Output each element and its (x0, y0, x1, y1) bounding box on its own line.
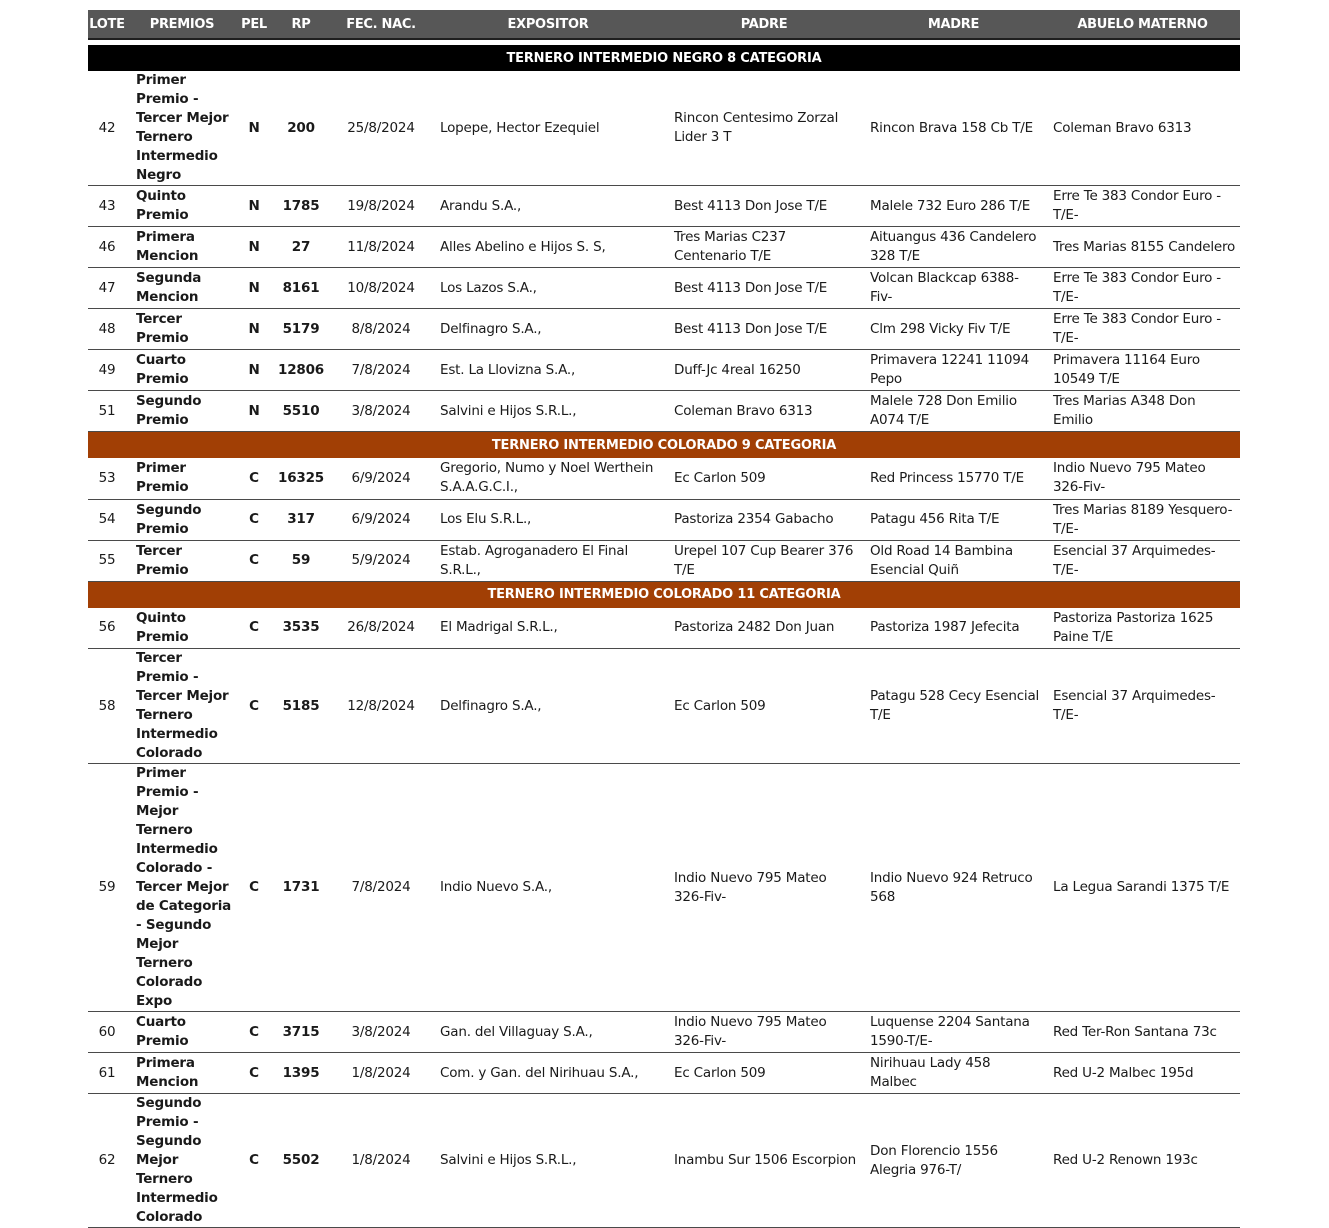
cell-lote: 56 (88, 608, 126, 649)
category-header (88, 581, 1240, 608)
cell-pel: N (238, 186, 270, 227)
cell-rp: 5502 (270, 1094, 332, 1228)
cell-abuelo: Primavera 11164 Euro 10549 T/E (1045, 350, 1240, 391)
cell-pel: N (238, 71, 270, 186)
cell-pel: C (238, 499, 270, 540)
cell-padre: Indio Nuevo 795 Mateo 326-Fiv- (666, 764, 862, 1012)
cell-abuelo: Esencial 37 Arquimedes-T/E- (1045, 540, 1240, 581)
cell-expositor: Indio Nuevo S.A., (430, 764, 666, 1012)
cell-rp: 5179 (270, 309, 332, 350)
table-row (88, 391, 1240, 432)
cell-premio: Primera Mencion (126, 1053, 238, 1094)
cell-fec: 10/8/2024 (332, 268, 430, 309)
cell-abuelo: Tres Marias 8155 Candelero (1045, 227, 1240, 268)
header-lote: LOTE (88, 10, 126, 39)
cell-abuelo: La Legua Sarandi 1375 T/E (1045, 764, 1240, 1012)
cell-fec: 6/9/2024 (332, 458, 430, 499)
category-header (88, 45, 1240, 71)
cell-padre: Pastoriza 2482 Don Juan (666, 608, 862, 649)
cell-rp: 27 (270, 227, 332, 268)
cell-padre: Rincon Centesimo Zorzal Lider 3 T (666, 71, 862, 186)
header-pel: PEL (238, 10, 270, 39)
cell-abuelo: Pastoriza Pastoriza 1625 Paine T/E (1045, 608, 1240, 649)
cell-premio: Tercer Premio (126, 309, 238, 350)
cell-expositor: Salvini e Hijos S.R.L., (430, 391, 666, 432)
cell-rp: 3715 (270, 1012, 332, 1053)
cell-abuelo: Tres Marias A348 Don Emilio (1045, 391, 1240, 432)
cell-abuelo: Erre Te 383 Condor Euro -T/E- (1045, 268, 1240, 309)
cell-pel: C (238, 1012, 270, 1053)
cell-padre: Urepel 107 Cup Bearer 376 T/E (666, 540, 862, 581)
cell-madre: Patagu 528 Cecy Esencial T/E (862, 649, 1045, 764)
table-row (88, 350, 1240, 391)
cell-padre: Pastoriza 2354 Gabacho (666, 499, 862, 540)
cell-abuelo: Erre Te 383 Condor Euro -T/E- (1045, 186, 1240, 227)
cell-rp: 3535 (270, 608, 332, 649)
cell-fec: 26/8/2024 (332, 608, 430, 649)
cell-expositor: Estab. Agroganadero El Final S.R.L., (430, 540, 666, 581)
header-abuelo-materno: ABUELO MATERNO (1045, 10, 1240, 39)
cell-rp: 1731 (270, 764, 332, 1012)
cell-premio: Primer Premio (126, 458, 238, 499)
cell-madre: Rincon Brava 158 Cb T/E (862, 71, 1045, 186)
cell-abuelo: Red U-2 Renown 193c (1045, 1094, 1240, 1228)
cell-padre: Tres Marias C237 Centenario T/E (666, 227, 862, 268)
cell-expositor: Gregorio, Numo y Noel Werthein S.A.A.G.C.I., (430, 458, 666, 499)
header-madre: MADRE (862, 10, 1045, 39)
cell-abuelo: Red U-2 Malbec 195d (1045, 1053, 1240, 1094)
results-table (88, 10, 1240, 1228)
table-body (88, 39, 1240, 1228)
cell-lote: 61 (88, 1053, 126, 1094)
cell-rp: 5510 (270, 391, 332, 432)
cell-lote: 51 (88, 391, 126, 432)
header-premios: PREMIOS (126, 10, 238, 39)
cell-lote: 53 (88, 458, 126, 499)
cell-rp: 5185 (270, 649, 332, 764)
category-header (88, 432, 1240, 459)
cell-expositor: Est. La Llovizna S.A., (430, 350, 666, 391)
cell-pel: C (238, 608, 270, 649)
cell-expositor: Arandu S.A., (430, 186, 666, 227)
cell-expositor: Com. y Gan. del Nirihuau S.A., (430, 1053, 666, 1094)
cell-premio: Quinto Premio (126, 608, 238, 649)
table-row (88, 1053, 1240, 1094)
cell-pel: C (238, 1094, 270, 1228)
cell-rp: 1395 (270, 1053, 332, 1094)
category-title: TERNERO INTERMEDIO NEGRO 8 CATEGORIA (88, 45, 1240, 71)
cell-expositor: Delfinagro S.A., (430, 309, 666, 350)
cell-premio: Primer Premio - Tercer Mejor Ternero Intermedio Negro (126, 71, 238, 186)
table-row (88, 186, 1240, 227)
cell-premio: Cuarto Premio (126, 350, 238, 391)
cell-madre: Malele 728 Don Emilio A074 T/E (862, 391, 1045, 432)
cell-premio: Segundo Premio - Segundo Mejor Ternero Intermedio Colorado (126, 1094, 238, 1228)
cell-madre: Pastoriza 1987 Jefecita (862, 608, 1045, 649)
cell-fec: 11/8/2024 (332, 227, 430, 268)
cell-abuelo: Indio Nuevo 795 Mateo 326-Fiv- (1045, 458, 1240, 499)
table-row (88, 268, 1240, 309)
cell-padre: Ec Carlon 509 (666, 1053, 862, 1094)
cell-padre: Duff-Jc 4real 16250 (666, 350, 862, 391)
cell-expositor: Alles Abelino e Hijos S. S, (430, 227, 666, 268)
cell-madre: Primavera 12241 11094 Pepo (862, 350, 1045, 391)
cell-premio: Primer Premio - Mejor Ternero Intermedio Colorado - Tercer Mejor de Categoria - Segundo Mejor Ternero Colorado Expo (126, 764, 238, 1012)
cell-rp: 8161 (270, 268, 332, 309)
cell-madre: Red Princess 15770 T/E (862, 458, 1045, 499)
category-title: TERNERO INTERMEDIO COLORADO 9 CATEGORIA (88, 432, 1240, 459)
cell-expositor: Gan. del Villaguay S.A., (430, 1012, 666, 1053)
cell-abuelo: Esencial 37 Arquimedes-T/E- (1045, 649, 1240, 764)
cell-pel: N (238, 227, 270, 268)
cell-padre: Inambu Sur 1506 Escorpion (666, 1094, 862, 1228)
cell-fec: 7/8/2024 (332, 350, 430, 391)
table-row (88, 1012, 1240, 1053)
cell-lote: 58 (88, 649, 126, 764)
table-row (88, 227, 1240, 268)
cell-pel: N (238, 309, 270, 350)
cell-abuelo: Red Ter-Ron Santana 73c (1045, 1012, 1240, 1053)
cell-pel: N (238, 391, 270, 432)
cell-premio: Tercer Premio - Tercer Mejor Ternero Intermedio Colorado (126, 649, 238, 764)
cell-padre: Best 4113 Don Jose T/E (666, 186, 862, 227)
table-row (88, 499, 1240, 540)
cell-madre: Aituangus 436 Candelero 328 T/E (862, 227, 1045, 268)
cell-madre: Nirihuau Lady 458 Malbec (862, 1053, 1045, 1094)
cell-premio: Segundo Premio (126, 391, 238, 432)
cell-padre: Coleman Bravo 6313 (666, 391, 862, 432)
cell-lote: 62 (88, 1094, 126, 1228)
cell-abuelo: Tres Marias 8189 Yesquero-T/E- (1045, 499, 1240, 540)
cell-abuelo: Erre Te 383 Condor Euro -T/E- (1045, 309, 1240, 350)
cell-madre: Volcan Blackcap 6388-Fiv- (862, 268, 1045, 309)
table-row (88, 1094, 1240, 1228)
cell-madre: Patagu 456 Rita T/E (862, 499, 1045, 540)
cell-fec: 19/8/2024 (332, 186, 430, 227)
cell-lote: 59 (88, 764, 126, 1012)
cell-padre: Ec Carlon 509 (666, 649, 862, 764)
cell-premio: Tercer Premio (126, 540, 238, 581)
cell-rp: 1785 (270, 186, 332, 227)
cell-pel: C (238, 649, 270, 764)
cell-expositor: Los Lazos S.A., (430, 268, 666, 309)
cell-abuelo: Coleman Bravo 6313 (1045, 71, 1240, 186)
cell-fec: 5/9/2024 (332, 540, 430, 581)
cell-padre: Best 4113 Don Jose T/E (666, 268, 862, 309)
cell-fec: 25/8/2024 (332, 71, 430, 186)
cell-pel: N (238, 350, 270, 391)
cell-lote: 46 (88, 227, 126, 268)
table-row (88, 458, 1240, 499)
cell-pel: C (238, 764, 270, 1012)
cell-lote: 47 (88, 268, 126, 309)
cell-padre: Best 4113 Don Jose T/E (666, 309, 862, 350)
cell-premio: Segunda Mencion (126, 268, 238, 309)
results-table-container (88, 10, 1240, 1228)
cell-pel: C (238, 458, 270, 499)
cell-madre: Malele 732 Euro 286 T/E (862, 186, 1045, 227)
cell-fec: 7/8/2024 (332, 764, 430, 1012)
cell-pel: N (238, 268, 270, 309)
table-row (88, 540, 1240, 581)
cell-padre: Indio Nuevo 795 Mateo 326-Fiv- (666, 1012, 862, 1053)
cell-expositor: Salvini e Hijos S.R.L., (430, 1094, 666, 1228)
cell-rp: 200 (270, 71, 332, 186)
cell-expositor: El Madrigal S.R.L., (430, 608, 666, 649)
table-row (88, 764, 1240, 1012)
cell-rp: 59 (270, 540, 332, 581)
cell-expositor: Delfinagro S.A., (430, 649, 666, 764)
cell-madre: Clm 298 Vicky Fiv T/E (862, 309, 1045, 350)
header-rp: RP (270, 10, 332, 39)
cell-lote: 49 (88, 350, 126, 391)
cell-lote: 55 (88, 540, 126, 581)
table-row (88, 309, 1240, 350)
table-row (88, 71, 1240, 186)
cell-lote: 60 (88, 1012, 126, 1053)
table-row (88, 649, 1240, 764)
cell-premio: Cuarto Premio (126, 1012, 238, 1053)
header-expositor: EXPOSITOR (430, 10, 666, 39)
cell-expositor: Los Elu S.R.L., (430, 499, 666, 540)
cell-premio: Segundo Premio (126, 499, 238, 540)
cell-premio: Quinto Premio (126, 186, 238, 227)
cell-fec: 6/9/2024 (332, 499, 430, 540)
cell-rp: 16325 (270, 458, 332, 499)
cell-lote: 43 (88, 186, 126, 227)
cell-fec: 1/8/2024 (332, 1053, 430, 1094)
table-row (88, 608, 1240, 649)
cell-padre: Ec Carlon 509 (666, 458, 862, 499)
cell-fec: 12/8/2024 (332, 649, 430, 764)
cell-lote: 42 (88, 71, 126, 186)
cell-fec: 3/8/2024 (332, 391, 430, 432)
cell-pel: C (238, 540, 270, 581)
cell-fec: 3/8/2024 (332, 1012, 430, 1053)
cell-premio: Primera Mencion (126, 227, 238, 268)
cell-rp: 12806 (270, 350, 332, 391)
cell-fec: 1/8/2024 (332, 1094, 430, 1228)
header-padre: PADRE (666, 10, 862, 39)
cell-madre: Luquense 2204 Santana 1590-T/E- (862, 1012, 1045, 1053)
cell-madre: Don Florencio 1556 Alegria 976-T/ (862, 1094, 1045, 1228)
cell-expositor: Lopepe, Hector Ezequiel (430, 71, 666, 186)
header-fec-nac: FEC. NAC. (332, 10, 430, 39)
cell-pel: C (238, 1053, 270, 1094)
category-title: TERNERO INTERMEDIO COLORADO 11 CATEGORIA (88, 581, 1240, 608)
cell-lote: 48 (88, 309, 126, 350)
cell-rp: 317 (270, 499, 332, 540)
cell-lote: 54 (88, 499, 126, 540)
cell-madre: Old Road 14 Bambina Esencial Quiñ (862, 540, 1045, 581)
cell-madre: Indio Nuevo 924 Retruco 568 (862, 764, 1045, 1012)
cell-fec: 8/8/2024 (332, 309, 430, 350)
table-header (88, 10, 1240, 39)
